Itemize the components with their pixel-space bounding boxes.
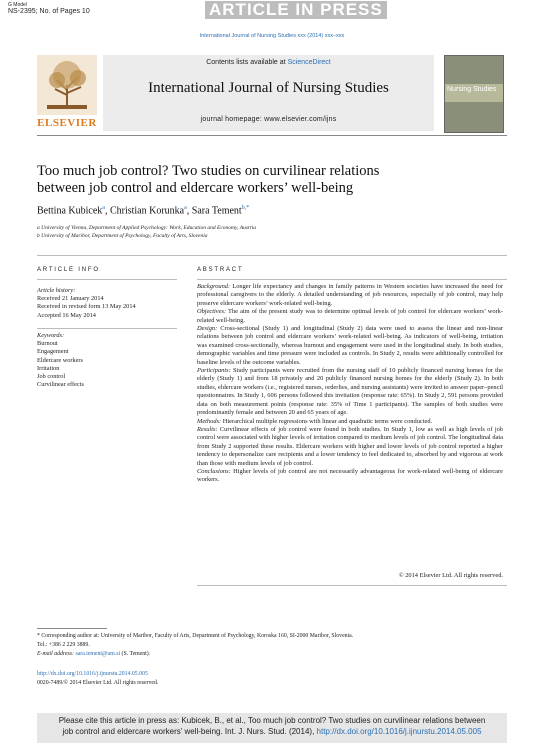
keywords [37,332,167,389]
keyword: Curvilinear effects [37,381,84,389]
article-info-heading: ARTICLE INFO [37,267,100,273]
gmodel-label: G Model [8,2,27,8]
keyword: Eldercare workers [37,356,83,364]
header-divider [37,135,507,136]
history-item: Accepted 16 May 2014 [37,311,96,319]
history-label: Article history: [37,287,76,294]
keyword: Burnout [37,340,58,348]
footnote-rule [37,628,107,629]
contents-prefix: Contents lists available at [206,59,288,66]
article-title [37,163,477,197]
keyword: Engagement [37,348,69,356]
abstract-label: Participants: [197,367,231,375]
info-divider [37,279,177,280]
author-affil-marker[interactable]: b,* [241,205,250,211]
doi-link[interactable]: http://dx.doi.org/10.1016/j.ijnurstu.2014.05.005 [37,671,148,677]
telephone-note: Tel.: +386 2 229 3889. [37,642,90,648]
abstract-label: Background: [197,283,231,290]
abstract-label: Design: [197,325,218,333]
history-item: Received in revised form 13 May 2014 [37,303,136,311]
history-item: Received 21 January 2014 [37,295,104,303]
abstract-paragraph [197,426,503,468]
abstract-text: The aim of the present study was to determine optimal levels of job control for eldercare workers’ work-related well-being. [197,308,503,324]
section-divider [37,255,507,256]
abstract-text: Study participants were recruited from the nursing staff of 10 publicly financed nursing homes for the elderly (Study 1) and from 18 privately and 20 publicly financed nursing homes for the elderly (Study 2). In both studies, eldercare workers (i.e., registered nurses, orderlies, and nursing assistants) were invited to answer paper–pencil questionnaires. In Study 1, 606 persons followed this invitation (response rate: 65%). In Study 2, 591 persons provided data on both measurement points (response rate: 35% of Time 1 participants). The samples of both studies were predominantly female and between 20 and 65 years of age. [197,367,503,417]
author-list [37,205,249,216]
article-in-press-banner: ARTICLE IN PRESS [205,1,387,19]
article-title-line-1: Too much job control? Two studies on curvilinear relations [37,163,380,179]
author-affil-marker[interactable]: a [102,205,105,211]
abstract-text: Cross-sectional (Study 1) and longitudinal (Study 2) data were used to assess the linear and non-linear relations between job control and eldercare workers’ work-related well-being. As indicators of well-being, irritation was examined cross-sectionally, whereas burnout and engagement were used in the longitudinal study. In both studies, demographic variables and time pressure were included as controls. In Study 2, results were additionally controlled for baseline levels of the outcome variables. [197,325,503,366]
journal-homepage [103,116,434,123]
abstract-paragraph [197,308,503,325]
journal-cover-thumbnail [444,55,504,133]
author-name: Christian Korunka [109,205,185,217]
citation-box [37,713,507,743]
email-label: E-mail address: [37,651,76,657]
abstract-copyright: © 2014 Elsevier Ltd. All rights reserved. [398,572,503,579]
author-name: Sara Tement [191,205,242,217]
publisher-name: ELSEVIER [37,117,97,129]
email-suffix: (S. Tement). [120,651,151,657]
abstract-end-divider [197,585,507,586]
manuscript-id: NS-2395; No. of Pages 10 [8,8,90,15]
abstract-paragraph [197,325,503,367]
affiliation: b University of Maribor, Department of Psychology, Faculty of Arts, Slovenia [37,233,208,239]
abstract-label: Results: [197,425,218,433]
issn-line: 0020-7489/© 2014 Elsevier Ltd. All rights reserved. [37,680,159,686]
citation-line-2 [37,726,507,737]
abstract-label: Methods: [197,417,222,425]
cover-title: Nursing Studies [447,86,497,93]
abstract-label: Conclusions: [197,467,231,475]
abstract-label: Objectives: [197,308,227,316]
contents-line [103,59,434,66]
abstract-text: Hierarchical multiple regressions with linear and quadratic terms were conducted. [221,417,433,425]
author-name: Bettina Kubicek [37,205,103,217]
abstract-paragraph [197,418,503,426]
article-title-line-2: between job control and eldercare workers’ well-being [37,180,354,196]
article-history [37,287,167,320]
info-divider [37,328,177,329]
abstract-text: Higher levels of job control are not necessarily advantageous for work-related well-being of eldercare workers. [197,467,503,484]
corresponding-author-note: * Corresponding author at: University of Maribor, Faculty of Arts, Department of Psychology, Koroska 160, SI-2000 Maribor, Slovenia. [37,633,354,639]
journal-title: International Journal of Nursing Studies [148,80,389,96]
abstract-paragraph [197,283,503,308]
keyword: Job control [37,373,66,381]
abstract-text: Curvilinear effects of job control were found in both studies. In Study 1, low as well as high levels of job control were associated with higher levels of irritation compared to medium levels of job control. The longitudinal data from Study 2 supported these results. Eldercare workers with higher and lower levels of job control reported a higher tendency to depersonalize care recipients and a lower tendency to feel dedicated to, absorbed by and vigorous at work than those with medium levels of job control. [197,425,503,467]
author-separator: , [186,205,192,217]
keyword: Irritation [37,364,60,372]
sciencedirect-link[interactable]: ScienceDirect [287,59,331,66]
author-separator: , [104,205,110,217]
email-link[interactable]: sara.tement@um.si [75,651,121,657]
abstract-heading: ABSTRACT [197,267,244,273]
journal-reference: International Journal of Nursing Studies xxx (2014) xxx–xxx [199,33,345,39]
author-affil-marker[interactable]: a [184,205,187,211]
email-note [37,650,507,658]
keywords-label: Keywords: [37,332,65,339]
abstract-body [197,283,503,485]
abstract-divider [197,279,507,280]
abstract-text: Longer life expectancy and changes in family patterns in Western societies have increased the need for professional caregivers to the elderly. A detailed understanding of job resources, especially of job control, may help preserve eldercare workers’ work-related well-being. [197,283,503,307]
homepage-prefix: journal homepage: [200,116,265,123]
homepage-url[interactable]: www.elsevier.com/ijns [264,116,337,123]
citation-doi-link[interactable]: http://dx.doi.org/10.1016/j.ijnurstu.2014.05.005 [316,727,482,736]
affiliation: a University of Vienna, Department of Applied Psychology: Work, Education and Economy, Austria [37,225,256,231]
citation-text: job control and eldercare workers’ well-being. Int. J. Nurs. Stud. (2014), [62,727,317,736]
abstract-paragraph [197,468,503,485]
citation-line-1: Please cite this article in press as: Kubicek, B., et al., Too much job control? Two studies on curvilinear relations between [58,716,486,725]
abstract-paragraph [197,367,503,417]
